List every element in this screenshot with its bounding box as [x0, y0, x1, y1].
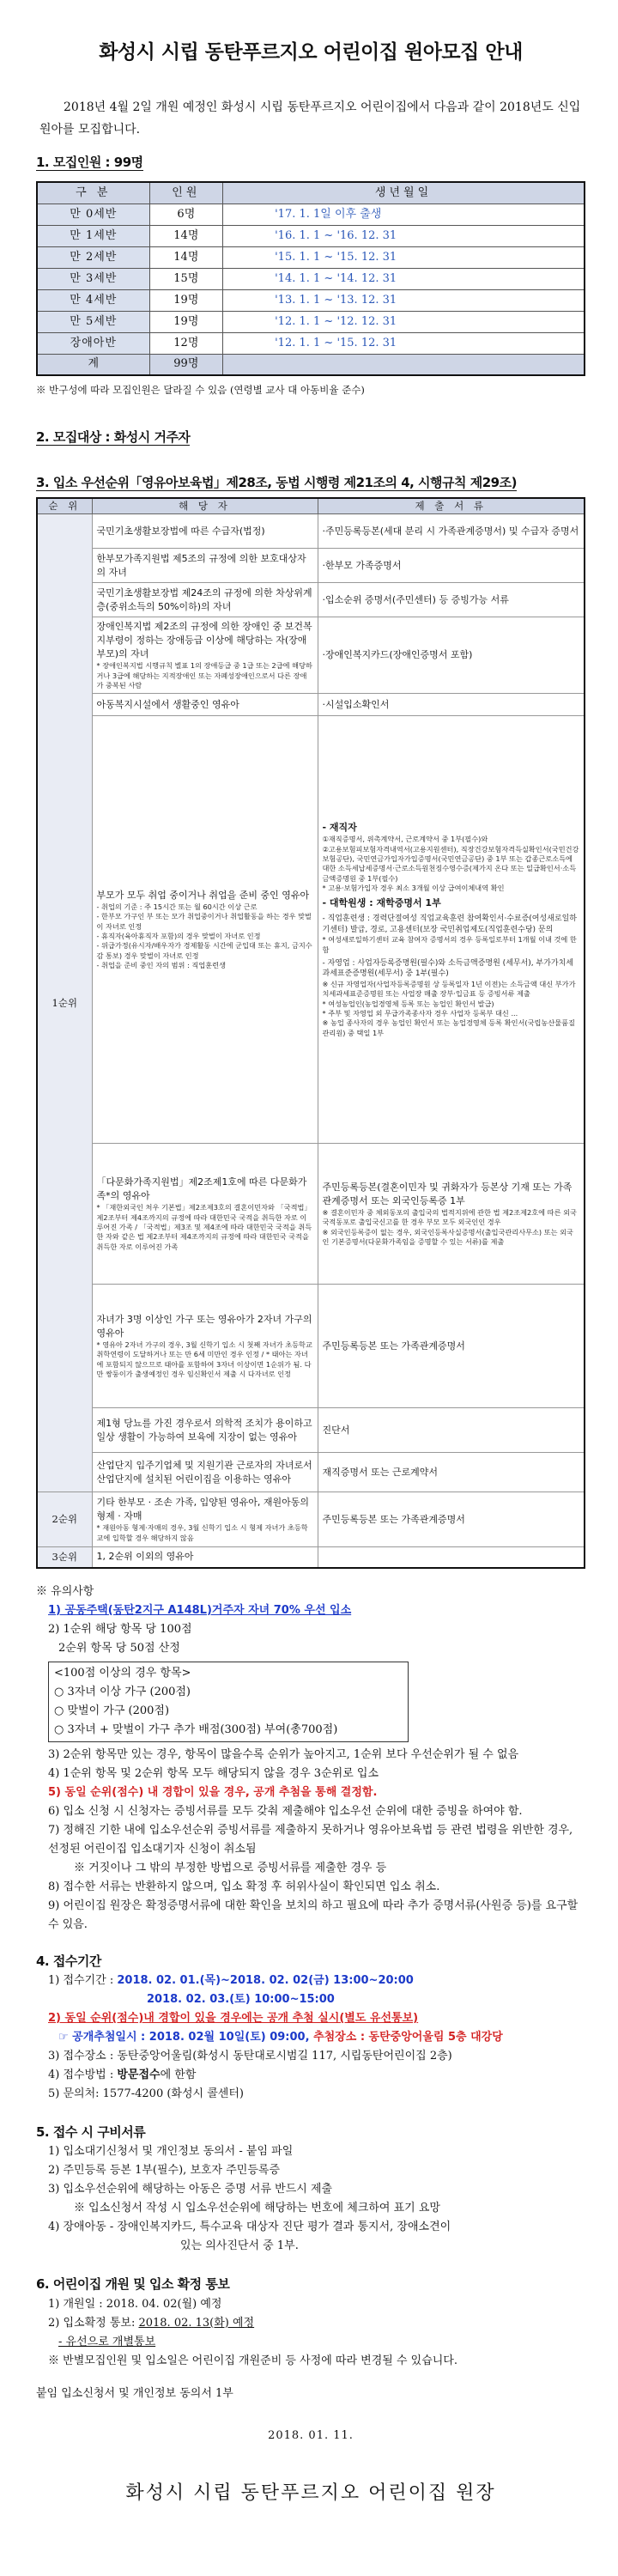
enrollment-note: ※ 반구성에 따라 모집인원은 달라질 수 있음 (연령별 교사 대 아동비율 준수) [36, 384, 365, 397]
table-row: 부모가 모두 취업 중이거나 취업을 준비 중인 영유아 - 취업의 기준 : 주 15시간 또는 월 60시간 이상 근로 - 한부모 가구인 부 또는 모가 취업중이거나 취업활동을 하는 경우 맞벌이 자녀로 인정 - 휴직자(육아휴직자 포함)의 경우 맞벌이 자녀로 인정 - 위급가정(유시자/배우자가 경제활동 시간에 군입대 또는 휴지, 금지수감 통보) 경우 맞벌이 자녀로 인정 - 취업을 준비 중인 자의 범위 : 직업훈련생 - 재직자 ①재직증명서, 위촉계약서, 근로계약서 중 1부(필수)와 ②고용보험피보험자격내역서(고용지원센터), 직장건강보험자격득실확인서(국민건강보험공단), 국민연금가입자가입증명서(국민연금공단) 중 1부 또는 갑종근로소득에 대한 소득세납세증명서·근로소득원천징수영수증(제가지 온다 또는 일급확인서·소득금액증명원 중 1부(필수) * 고용·보험가입자 경우 최소 3개월 이상 급여이체내역 확인 - 대학원생 : 재학증명서 1부 - 직업훈련생 : 경력단절여성 직업교육훈련 참여확인서·수료증(여성새로일하기센터) 발급, 경로, 고용센터(보장 국민취업제도(직업훈련수당) 문의 * 여성새로일하기센터 교육 참여자 증명서의 경우 등록일로부터 1개월 이내 것에 한함 - 자영업 : 사업자등록증명원(필수)와 소득금액증명원 (세무서), 부가가치세과세표준증명원(세무서) 중 1부(필수) ※ 신규 자영업자(사업자등록증명원 상 등록일자 1년 이전)는 소득금액 대신 부가가치세과세표준증명원 또는 사업장 매출 장부·입금표 등 증빙서류 제출 * 여성농업인(농업경영체 등록 또는 농업인 확인서 발급) * 주부 및 자영업 외 무급가족종사자 경우 사업자 등록부 대신 ... ※ 농업 종사자의 경우 농업인 확인서 또는 농업경영체 등록 확인서(국립농산물품질관리원) 중 택일 1부 [37, 716, 585, 1144]
note-7: 7) 정해진 기한 내에 입소우선순위 증빙서류를 제출하지 못하거나 영유아보육법 등 관련 법령을 위반한 경우, 선정된 어린이집 입소대기자 신청이 취소됨 [48, 1823, 573, 1856]
bonus-points-box: <100점 이상의 경우 항목> ○ 3자녀 이상 가구 (200점) ○ 맞벌이 가구 (200점) ○ 3자녀 + 맞벌이 가구 추가 배점(300점) 부여(총700점) [48, 1662, 409, 1742]
note-7b: ※ 거짓이나 그 밖의 부정한 방법으로 증빙서류를 제출한 경우 등 [74, 1861, 387, 1874]
table-row: 3순위 1, 2순위 이외의 영유아 [37, 1547, 585, 1568]
document-date: 2018. 01. 11. [268, 2428, 354, 2442]
priority-header-row: 순 위 해 당 자 제 출 서 류 [37, 498, 585, 514]
table-row: 2순위 기타 한부모 · 조손 가족, 입양된 영유아, 재원아동의 형제 · 자매 * 재원아동 형제·자매의 경우, 3월 신학기 입소 시 형제 자녀가 초등학교에 입학할 경우 해당하지 않음 주민등록등본 또는 가족관계증명서 [37, 1492, 585, 1547]
signature-line: 화성시 시립 동탄푸르지오 어린이집 원장 [125, 2482, 496, 2504]
table-row: 아동복지시설에서 생활중인 영유아 ·시설입소확인서 [37, 694, 585, 716]
attachment-note: 붙임 입소신청서 및 개인정보 동의서 1부 [36, 2386, 233, 2400]
section-6-heading: 6. 어린이집 개원 및 입소 확정 통보 [36, 2276, 230, 2293]
note-1: 1) 공동주택(동탄2지구 A148L)거주자 자녀 70% 우선 입소 [48, 1603, 352, 1617]
note-2b: 2순위 항목 당 50점 산정 [58, 1641, 180, 1655]
note-8: 8) 접수한 서류는 반환하지 않으며, 입소 확정 후 허위사실이 확인되면 입소 취소. [48, 1880, 440, 1893]
note-6: 6) 입소 신청 시 신청자는 증빙서류를 모두 갖춰 제출해야 입소우선 순위에 대한 증빙을 하여야 함. [48, 1804, 523, 1818]
notes-section [36, 1583, 585, 1935]
table-row: 장애아반 12명 '12. 1. 1 ~ '15. 12. 31 [37, 332, 585, 354]
table-row: 제1형 당뇨를 가진 경우로서 의학적 조치가 용이하고 일상 생활이 가능하여 보육에 지장이 없는 영유아 진단서 [37, 1408, 585, 1453]
table-row: 자녀가 3명 이상인 가구 또는 영유아가 2자녀 가구의 영유아 * 영유아 2자녀 가구의 경우, 3월 신학기 입소 시 첫째 자녀가 초등학교 취학연령이 도달하거나 또는 만 6세 미만인 경우 인정 / * 태아는 자녀에 포함되지 않으므로 태아를 포함하여 3자녀 이상이면 1순위가 됨. 다만 쌍둥이가 출생예정인 경우 임신확인서 제출 시 다자녀로 인정 주민등록등본 또는 가족관계증명서 [37, 1285, 585, 1408]
table-row: 장애인복지법 제2조의 규정에 의한 장애인 중 보건복지부령이 정하는 장애등급 이상에 해당하는 자(장애부모)의 자녀 * 장애인복지법 시행규칙 별표 1의 장애등급 중 1급 또는 2급에 해당하거나 3급에 해당하는 지적장애인 또는 자폐성장애인으로서 다른 장애가 중복된 사람 ·장애인복지카드(장애인증명서 포함) [37, 617, 585, 694]
section-5-heading: 5. 접수 시 구비서류 [36, 2124, 146, 2141]
intro-paragraph: 2018년 4월 2일 개원 예정인 화성시 시립 동탄푸르지오 어린이집에서 다음과 같이 2018년도 신입원아를 모집합니다. [39, 100, 581, 137]
lottery-time: ☞ 공개추첨일시 : 2018. 02월 10일(토) 09:00, 추첨장소 : 동탄중앙어울림 5층 대강당 [58, 2031, 503, 2044]
section-2 [36, 428, 585, 447]
header-count: 인원 [149, 182, 223, 204]
enrollment-header-row [37, 182, 585, 204]
rank-3: 3순위 [37, 1547, 92, 1568]
table-row: 1순위 국민기초생활보장법에 따른 수급자(법정) ·주민등록등본(세대 분리 시 가족관계증명서) 및 수급자 증명서 [37, 514, 585, 549]
section-1-heading: 1. 모집인원 : 99명 [36, 155, 143, 170]
section-3 [36, 473, 585, 1568]
table-row: 만 3세반 15명 '14. 1. 1 ~ '14. 12. 31 [37, 268, 585, 289]
table-row: 만 0세반 6명 '17. 1. 1일 이후 출생 [37, 204, 585, 225]
table-row: 만 2세반 14명 '15. 1. 1 ~ '15. 12. 31 [37, 246, 585, 268]
section-4: 4. 접수기간 1) 접수기간 : 2018. 02. 01.(목)~2018. 02. 02(금) 13:00~20:00 2018. 02. 03.(토) 10:00~15:00 2) 동일 순위(점수)내 경합이 있을 경우에는 공개 추첨 실시(별도 유선통보) ☞ 공개추첨일시 : 2018. 02월 10일(토) 09:00, 추첨장소 : 동탄중앙어울림 5층 대강당 3) 접수장소 : 동탄중앙어울림(화성시 동탄대로시범길 117, 시립동탄어린이집 2층) 4) 접수방법 : 방문접수에 한함 5) 문의처: 1577-4200 (화성시 콜센터) [36, 1952, 585, 2104]
table-row: 「다문화가족지원법」제2조제1호에 따른 다문화가족*의 영유아 * 「재한외국인 처우 기본법」제2조제3호의 결혼이민자와 「국적법」제2조부터 제4조까지의 규정에 따라 대한민국 국적을 취득한 자로 이루어진 가족 / 「국적법」제3조 및 제4조에 따라 대한민국 국적을 취득한 자와 같은 법 제2조부터 제4조까지의 규정에 따라 대한민국 국적을 취득한 자로 이루어진 가족 주민등록등본(결혼이민자 및 귀화자가 등본상 기재 또는 가족관계증명서 또는 외국인등록증 1부 ※ 결혼이민자 중 체외동포의 출입국의 법적지위에 관한 법 제2조제2호에 따른 외국국적동포로 출입국신고를 한 경우 부모 모두 외국인인 경우 ※ 외국인등록증이 없는 경우, 외국인등록사실증명서(출입국관리사무소) 또는 외국인 기본증명서(다문화가족임을 증명할 수 있는 서류)를 제출 [37, 1144, 585, 1285]
table-row: 만 1세반 14명 '16. 1. 1 ~ '16. 12. 31 [37, 225, 585, 246]
header-class: 구 분 [37, 182, 149, 204]
table-row: 국민기초생활보장법 제24조의 규정에 의한 차상위계층(중위소득의 50%이하)의 자녀 ·입소순위 증명서(주민센터) 등 증빙가능 서류 [37, 583, 585, 617]
rank-2: 2순위 [37, 1492, 92, 1547]
table-row: 만 4세반 19명 '13. 1. 1 ~ '13. 12. 31 [37, 289, 585, 311]
note-2: 2) 1순위 해당 항목 당 100점 [48, 1622, 192, 1636]
table-row: 산업단지 입주기업체 및 지원기관 근로자의 자녀로서 산업단지에 설치된 어린이집을 이용하는 영유아 재직증명서 또는 근로계약서 [37, 1453, 585, 1492]
notes-header: ※ 유의사항 [36, 1584, 94, 1598]
contact: 5) 문의처: 1577-4200 (화성시 콜센터) [48, 2087, 244, 2101]
table-row: 한부모가족지원법 제5조의 규정에 의한 보호대상자의 자녀 ·한부모 가족증명서 [37, 549, 585, 583]
apply-period: 1) 접수기간 : 2018. 02. 01.(목)~2018. 02. 02(금) 13:00~20:00 [48, 1974, 414, 1988]
section-5: 5. 접수 시 구비서류 1) 입소대기신청서 및 개인정보 동의서 - 붙임 파일 2) 주민등록 등본 1부(필수), 보호자 주민등록증 3) 입소우선순위에 해당하는 아동은 증명 서류 반드시 제출 ※ 입소신청서 작성 시 입소우선순위에 해당하는 번호에 체크하여 표기 요망 4) 장애아동 - 장애인복지카드, 특수교육 대상자 진단 평가 결과 통지서, 장애소견이 있는 의사진단서 중 1부. [36, 2123, 585, 2256]
lottery-note: 2) 동일 순위(점수)내 경합이 있을 경우에는 공개 추첨 실시(별도 유선통보) [48, 2012, 419, 2026]
enrollment-table [36, 181, 585, 376]
table-row: 만 5세반 19명 '12. 1. 1 ~ '12. 12. 31 [37, 311, 585, 332]
section-1 [36, 153, 585, 398]
total-row: 계 99명 [37, 354, 585, 375]
note-3: 3) 2순위 항목만 있는 경우, 항목이 많을수록 순위가 높아지고, 1순위 보다 우선순위가 될 수 없음 [48, 1747, 519, 1761]
rank-1: 1순위 [37, 514, 92, 1492]
section-3-heading: 3. 입소 우선순위「영유아보육법」제28조, 동법 시행령 제21조의 4, 시행규칙 제29조) [36, 475, 517, 491]
section-2-heading: 2. 모집대상 : 화성시 거주자 [36, 429, 191, 446]
apply-method: 4) 접수방법 : 방문접수에 한함 [48, 2069, 197, 2082]
section-4-heading: 4. 접수기간 [36, 1953, 101, 1969]
note-9: 9) 어린이집 원장은 확정증명서류에 대한 확인을 보치의 하고 필요에 따라 추가 증명서류(사원증 등)를 요구할 수 있음. [48, 1899, 579, 1931]
note-4: 4) 1순위 항목 및 2순위 항목 모두 해당되지 않을 경우 3순위로 입소 [48, 1766, 379, 1780]
apply-place: 3) 접수장소 : 동탄중앙어울림(화성시 동탄대로시범길 117, 시립동탄어린이집 2층) [48, 2050, 452, 2063]
priority-table [36, 497, 585, 1569]
page-title: 화성시 시립 동탄푸르지오 어린이집 원아모집 안내 [99, 41, 523, 64]
header-birth: 생년월일 [223, 182, 585, 204]
note-5: 5) 동일 순위(점수) 내 경합이 있을 경우, 공개 추첨을 통해 결정함. [48, 1785, 378, 1799]
section-6: 6. 어린이집 개원 및 입소 확정 통보 1) 개원일 : 2018. 04. 02(월) 예정 2) 입소확정 통보: 2018. 02. 13(화) 예정 - 유선으로 개별통보 ※ 반별모집인원 및 입소일은 어린이집 개원준비 등 사정에 따라 변경될 수 있습니다. 붙임 입소신청서 및 개인정보 동의서 1부 [36, 2275, 585, 2403]
